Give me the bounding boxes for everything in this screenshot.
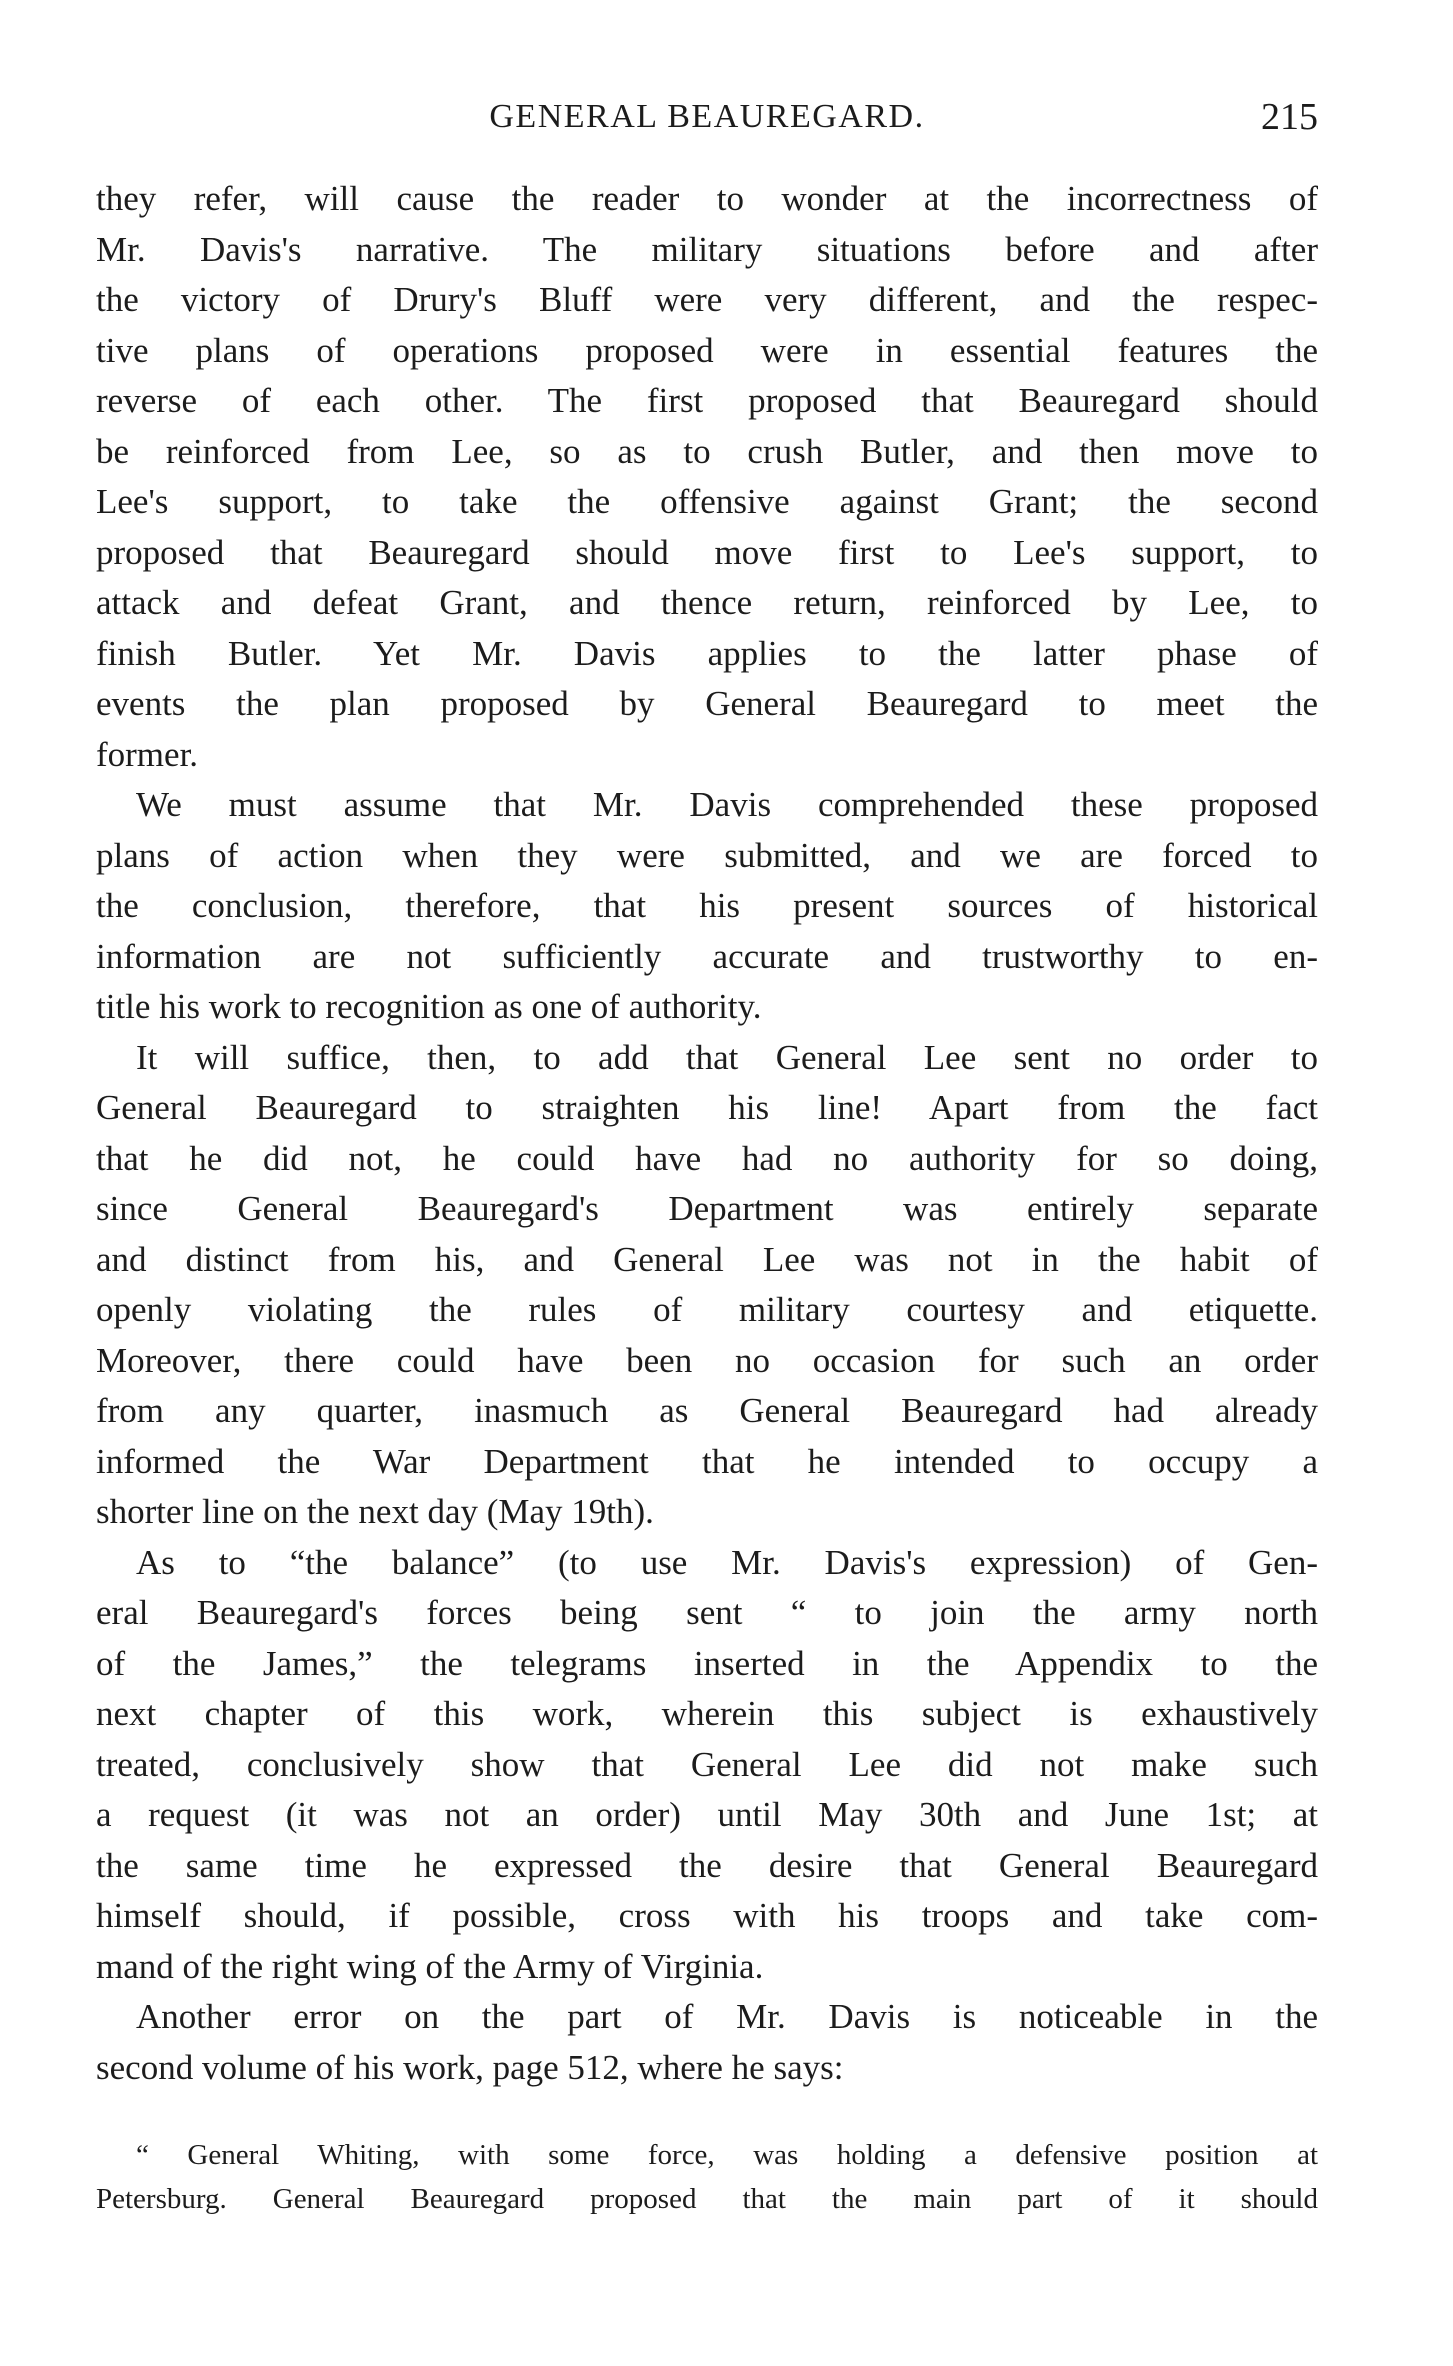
- text-line: a request (it was not an order) until May 30th and June 1st; at: [96, 1795, 1318, 1834]
- text-line: the same time he expressed the desire that General Beauregard: [96, 1845, 1318, 1885]
- quote-line: “ General Whiting, with some force, was holding a defensive position at: [136, 2139, 1318, 2171]
- text-line: attack and defeat Grant, and thence return, reinforced by Lee, to: [96, 583, 1318, 622]
- text-line: treated, conclusively show that General Lee did not make such: [96, 1744, 1318, 1784]
- text-line: former.: [96, 734, 199, 774]
- block-quote: [96, 2133, 1318, 2221]
- text-line: the victory of Drury's Bluff were very different, and the respec-: [96, 280, 1318, 319]
- text-line: information are not sufficiently accurate and trustworthy to en-: [96, 936, 1318, 976]
- text-line: that he did not, he could have had no authority for so doing,: [96, 1138, 1318, 1178]
- text-line: finish Butler. Yet Mr. Davis applies to the latter phase of: [96, 633, 1318, 673]
- text-line: reverse of each other. The first proposed that Beauregard should: [96, 381, 1318, 420]
- text-line: of the James,” the telegrams inserted in the Appendix to the: [96, 1643, 1318, 1683]
- running-head: GENERAL BEAUREGARD.: [489, 98, 925, 135]
- text-line: the conclusion, therefore, that his present sources of historical: [96, 886, 1318, 925]
- text-line: shorter line on the next day (May 19th).: [96, 1492, 654, 1531]
- paragraph: [96, 780, 1318, 1033]
- text-line: since General Beauregard's Department was entirely separate: [96, 1189, 1318, 1228]
- text-line: Moreover, there could have been no occasion for such an order: [96, 1340, 1318, 1380]
- text-line: We must assume that Mr. Davis comprehended these proposed: [136, 785, 1318, 824]
- page-header: [96, 94, 1318, 140]
- text-line: from any quarter, inasmuch as General Beauregard had already: [96, 1391, 1318, 1430]
- paragraph: [96, 1992, 1318, 2093]
- text-line: next chapter of this work, wherein this subject is exhaustively: [96, 1694, 1318, 1733]
- text-line: Mr. Davis's narrative. The military situations before and after: [96, 229, 1318, 269]
- quote-line: Petersburg. General Beauregard proposed that the main part of it should: [96, 2183, 1318, 2215]
- text-line: General Beauregard to straighten his line! Apart from the fact: [96, 1088, 1318, 1127]
- paragraph: [96, 1538, 1318, 1993]
- text-line: It will suffice, then, to add that General Lee sent no order to: [136, 1037, 1318, 1077]
- text-line: and distinct from his, and General Lee was not in the habit of: [96, 1239, 1318, 1279]
- text-line: proposed that Beauregard should move first to Lee's support, to: [96, 532, 1318, 572]
- text-line: plans of action when they were submitted, and we are forced to: [96, 835, 1318, 875]
- text-line: events the plan proposed by General Beauregard to meet the: [96, 684, 1318, 723]
- text-line: openly violating the rules of military courtesy and etiquette.: [96, 1290, 1318, 1329]
- text-line: As to “the balance” (to use Mr. Davis's expression) of Gen-: [136, 1542, 1318, 1582]
- text-line: eral Beauregard's forces being sent “ to join the army north: [96, 1593, 1318, 1632]
- text-line: himself should, if possible, cross with his troops and take com-: [96, 1896, 1318, 1935]
- text-line: mand of the right wing of the Army of Virginia.: [96, 1946, 764, 1986]
- text-line: title his work to recognition as one of authority.: [96, 987, 762, 1026]
- text-line: they refer, will cause the reader to wonder at the incorrectness of: [96, 179, 1318, 218]
- text-line: informed the War Department that he intended to occupy a: [96, 1441, 1318, 1481]
- page-number: 215: [1261, 96, 1318, 138]
- paragraph: [96, 174, 1318, 780]
- text-line: Another error on the part of Mr. Davis is noticeable in the: [136, 1997, 1318, 2036]
- body-text: [96, 174, 1318, 2093]
- paragraph: [96, 1033, 1318, 1538]
- text-line: tive plans of operations proposed were in essential features the: [96, 330, 1318, 370]
- text-line: Lee's support, to take the offensive against Grant; the second: [96, 482, 1318, 521]
- text-line: second volume of his work, page 512, where he says:: [96, 2047, 844, 2087]
- text-line: be reinforced from Lee, so as to crush Butler, and then move to: [96, 431, 1318, 471]
